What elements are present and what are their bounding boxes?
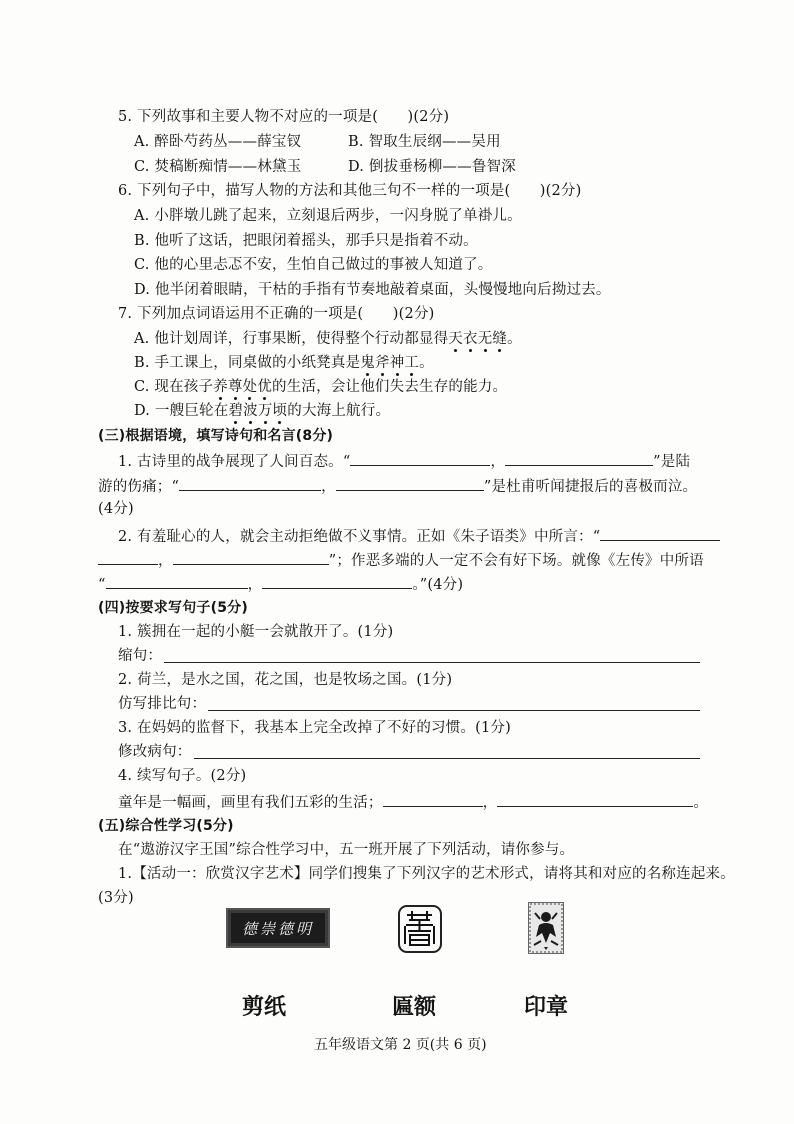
s4-q3: 3. 在妈妈的监督下，我基本上完全改掉了不好的习惯。(1分) <box>118 720 511 736</box>
answer-blank[interactable] <box>98 550 158 565</box>
dotted-char: 万 <box>257 403 273 419</box>
s4-q4-text: 童年是一幅画，画里有我们五彩的生活； <box>118 795 383 811</box>
s3-q2-text: ”；作恶多端的人一定不会有好下场。就像《左传》中所语 <box>328 553 704 569</box>
answer-line[interactable] <box>164 662 700 663</box>
s4-q3-label: 修改病句： <box>118 744 192 760</box>
dotted-char: 处 <box>242 379 258 395</box>
s3-q2-line3 <box>98 574 463 594</box>
answer-blank[interactable] <box>336 476 484 491</box>
q5-option-d: D. 倒拔垂杨柳——鲁智深 <box>348 159 516 175</box>
q7-d-text: D. 一艘巨轮在 <box>134 403 229 419</box>
answer-blank[interactable] <box>173 550 329 565</box>
q7-option-b <box>134 354 434 372</box>
period: 。 <box>693 795 709 811</box>
q5-option-c: C. 焚稿断痴情——林黛玉 <box>134 159 302 175</box>
comma: ， <box>321 479 336 495</box>
q6-option-a: A. 小胖墩儿跳了起来，立刻退后两步，一闪身脱了单褂儿。 <box>134 208 522 224</box>
seal-glyph-icon <box>400 907 439 950</box>
s4-q1-label: 缩句： <box>118 648 163 664</box>
s4-q4: 4. 续写句子。(2分) <box>118 768 247 784</box>
open-quote: “ <box>98 577 106 593</box>
q7-c-text: C. 现在孩子 <box>134 379 214 395</box>
q7-option-c <box>134 378 507 396</box>
dotted-char: 缝 <box>492 331 508 347</box>
answer-line[interactable] <box>194 758 700 759</box>
q7-c-end: 的生活，会让他们失去生存的能力。 <box>272 379 508 395</box>
q6-stem: 6. 下列句子中，描写人物的方法和其他三句不一样的一项是( )(2分) <box>118 183 582 199</box>
s3-q2-line2 <box>98 550 704 570</box>
page-footer: 五年级语文第 2 页(共 6 页) <box>314 1037 487 1053</box>
dotted-char: 鬼 <box>360 355 375 371</box>
s3-q2-text: 2. 有羞耻心的人，就会主动拒绝做不义事情。正如《朱子语类》中所言：“ <box>118 529 601 545</box>
q7-d-end: 的大海上航行。 <box>287 403 391 419</box>
s3-q1-text: 1. 古诗里的战争展现了人间百态。“ <box>118 454 351 470</box>
s5-activity-1-score: (3分) <box>98 890 134 906</box>
answer-blank[interactable] <box>505 451 653 466</box>
s3-q2-line1 <box>118 526 720 546</box>
dotted-char: 天 <box>448 331 463 347</box>
answer-line[interactable] <box>208 710 700 711</box>
dotted-char: 衣 <box>463 331 478 347</box>
s3-q1-line1 <box>118 451 690 471</box>
q7-a-end: 。 <box>507 331 522 347</box>
q6-option-b: B. 他听了这话，把眼闭着摇头，那手只是指着不动。 <box>134 233 478 249</box>
s4-q4-line <box>118 792 708 812</box>
q7-option-d <box>134 402 390 420</box>
paper-cut-figure-icon <box>529 903 563 953</box>
label-seal[interactable]: 印章 <box>524 995 569 1020</box>
q5-stem: 5. 下列故事和主要人物不对应的一项是( )(2分) <box>118 109 450 125</box>
answer-blank[interactable] <box>383 792 483 807</box>
dotted-char: 无 <box>477 331 493 347</box>
section-4-heading: (四)按要求写句子(5分) <box>98 600 248 616</box>
q5-option-a: A. 醉卧芍药丛——薛宝钗 <box>134 134 302 150</box>
answer-blank[interactable] <box>106 574 248 589</box>
answer-blank[interactable] <box>350 451 490 466</box>
s4-q2: 2. 荷兰，是水之国，花之国，也是牧场之国。(1分) <box>118 672 453 688</box>
answer-blank[interactable] <box>600 526 720 541</box>
dotted-char: 工 <box>404 355 420 371</box>
q7-a-text: A. 他计划周详，行事果断，使得整个行动都显得 <box>134 331 449 347</box>
dotted-char: 养 <box>213 379 228 395</box>
label-plaque[interactable]: 匾额 <box>392 995 437 1020</box>
s5-activity-1: 1.【活动一：欣赏汉字艺术】同学们搜集了下列汉字的艺术形式，请将其和对应的名称连起来。 <box>118 866 735 882</box>
paper-cut-image <box>528 902 564 954</box>
q6-option-c: C. 他的心里忐忑不安，生怕自己做过的事被人知道了。 <box>134 257 493 273</box>
answer-blank[interactable] <box>497 792 693 807</box>
s3-q1-text-end: ”是杜甫听闻捷报后的喜极而泣。 <box>483 479 698 495</box>
q6-option-d: D. 他半闭着眼睛，干枯的手指有节奏地敲着桌面，头慢慢地向后拗过去。 <box>134 282 611 298</box>
s3-q2-text-end: 。”(4分) <box>412 577 464 593</box>
label-paper-cut[interactable]: 剪纸 <box>242 995 287 1020</box>
comma: ， <box>490 454 506 470</box>
comma: ， <box>482 795 498 811</box>
q7-option-a <box>134 330 522 348</box>
dotted-char: 斧 <box>374 355 390 371</box>
plaque-image <box>226 908 330 948</box>
s3-q1-text-end: ”是陆 <box>653 454 691 470</box>
s3-q1-text: 游的伤痛；“ <box>98 479 180 495</box>
dotted-char: 优 <box>257 379 273 395</box>
s3-q1-line2 <box>98 476 697 496</box>
q7-b-text: B. 手工课上，同桌做的小纸凳真是 <box>134 355 361 371</box>
answer-blank[interactable] <box>179 476 321 491</box>
dotted-char: 神 <box>389 355 405 371</box>
answer-blank[interactable] <box>262 574 412 589</box>
dotted-char: 碧 <box>228 403 244 419</box>
comma: ， <box>158 553 173 569</box>
seal-stamp-image <box>398 905 442 953</box>
s3-q1-score: (4分) <box>98 501 134 517</box>
dotted-char: 波 <box>243 403 258 419</box>
section-3-heading: (三)根据语境，填写诗句和名言(8分) <box>98 428 334 444</box>
q5-option-b: B. 智取生辰纲——吴用 <box>348 134 501 150</box>
dotted-char: 尊 <box>227 379 243 395</box>
plaque-text: 德崇德明 <box>241 919 314 938</box>
q7-stem: 7. 下列加点词语运用不正确的一项是( )(2分) <box>118 306 435 322</box>
q7-b-end: 。 <box>419 355 434 371</box>
section-5-heading: (五)综合性学习(5分) <box>98 818 234 834</box>
s4-q1: 1. 簇拥在一起的小艇一会就散开了。(1分) <box>118 624 394 640</box>
dotted-char: 顷 <box>272 403 288 419</box>
comma: ， <box>247 577 263 593</box>
s4-q2-label: 仿写排比句： <box>118 696 207 712</box>
s5-intro: 在“遨游汉字王国”综合性学习中，五一班开展了下列活动，请你参与。 <box>118 842 575 858</box>
